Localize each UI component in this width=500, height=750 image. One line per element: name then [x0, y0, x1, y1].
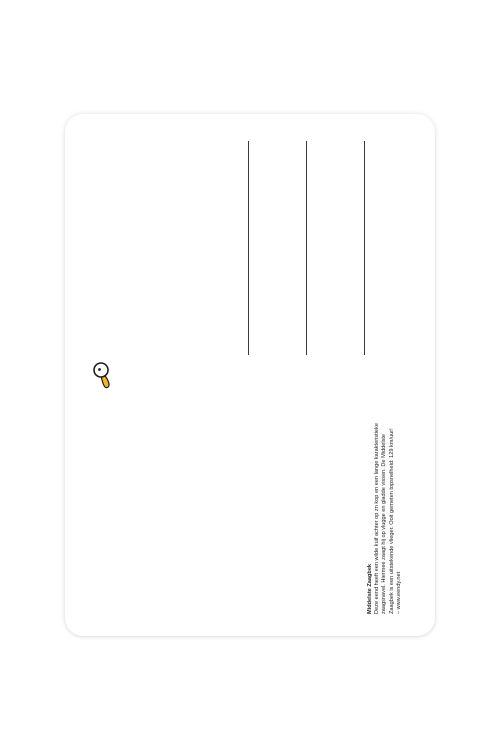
address-line-1 — [248, 141, 249, 355]
address-line-2 — [306, 141, 307, 355]
duck-head-icon — [92, 361, 116, 389]
description-block — [367, 400, 411, 614]
card-website: – www.eendy.net — [395, 571, 402, 614]
card-text-line: Deze eend heeft een wilde kuif achter op zn kop en een lange karakteristieke — [374, 423, 381, 614]
card-text-line: Zaagbek is een uitstekende vlieger. Ooit gemeten topsnelheid: 129 km/uur! — [388, 428, 395, 614]
card-text-line: zaagsnavel. Hiermee zaagt hij op vlugge en gladde vissen. De Middelste — [381, 433, 388, 614]
address-line-3 — [364, 141, 365, 355]
card-title: Middelste Zaagbek — [367, 563, 373, 614]
